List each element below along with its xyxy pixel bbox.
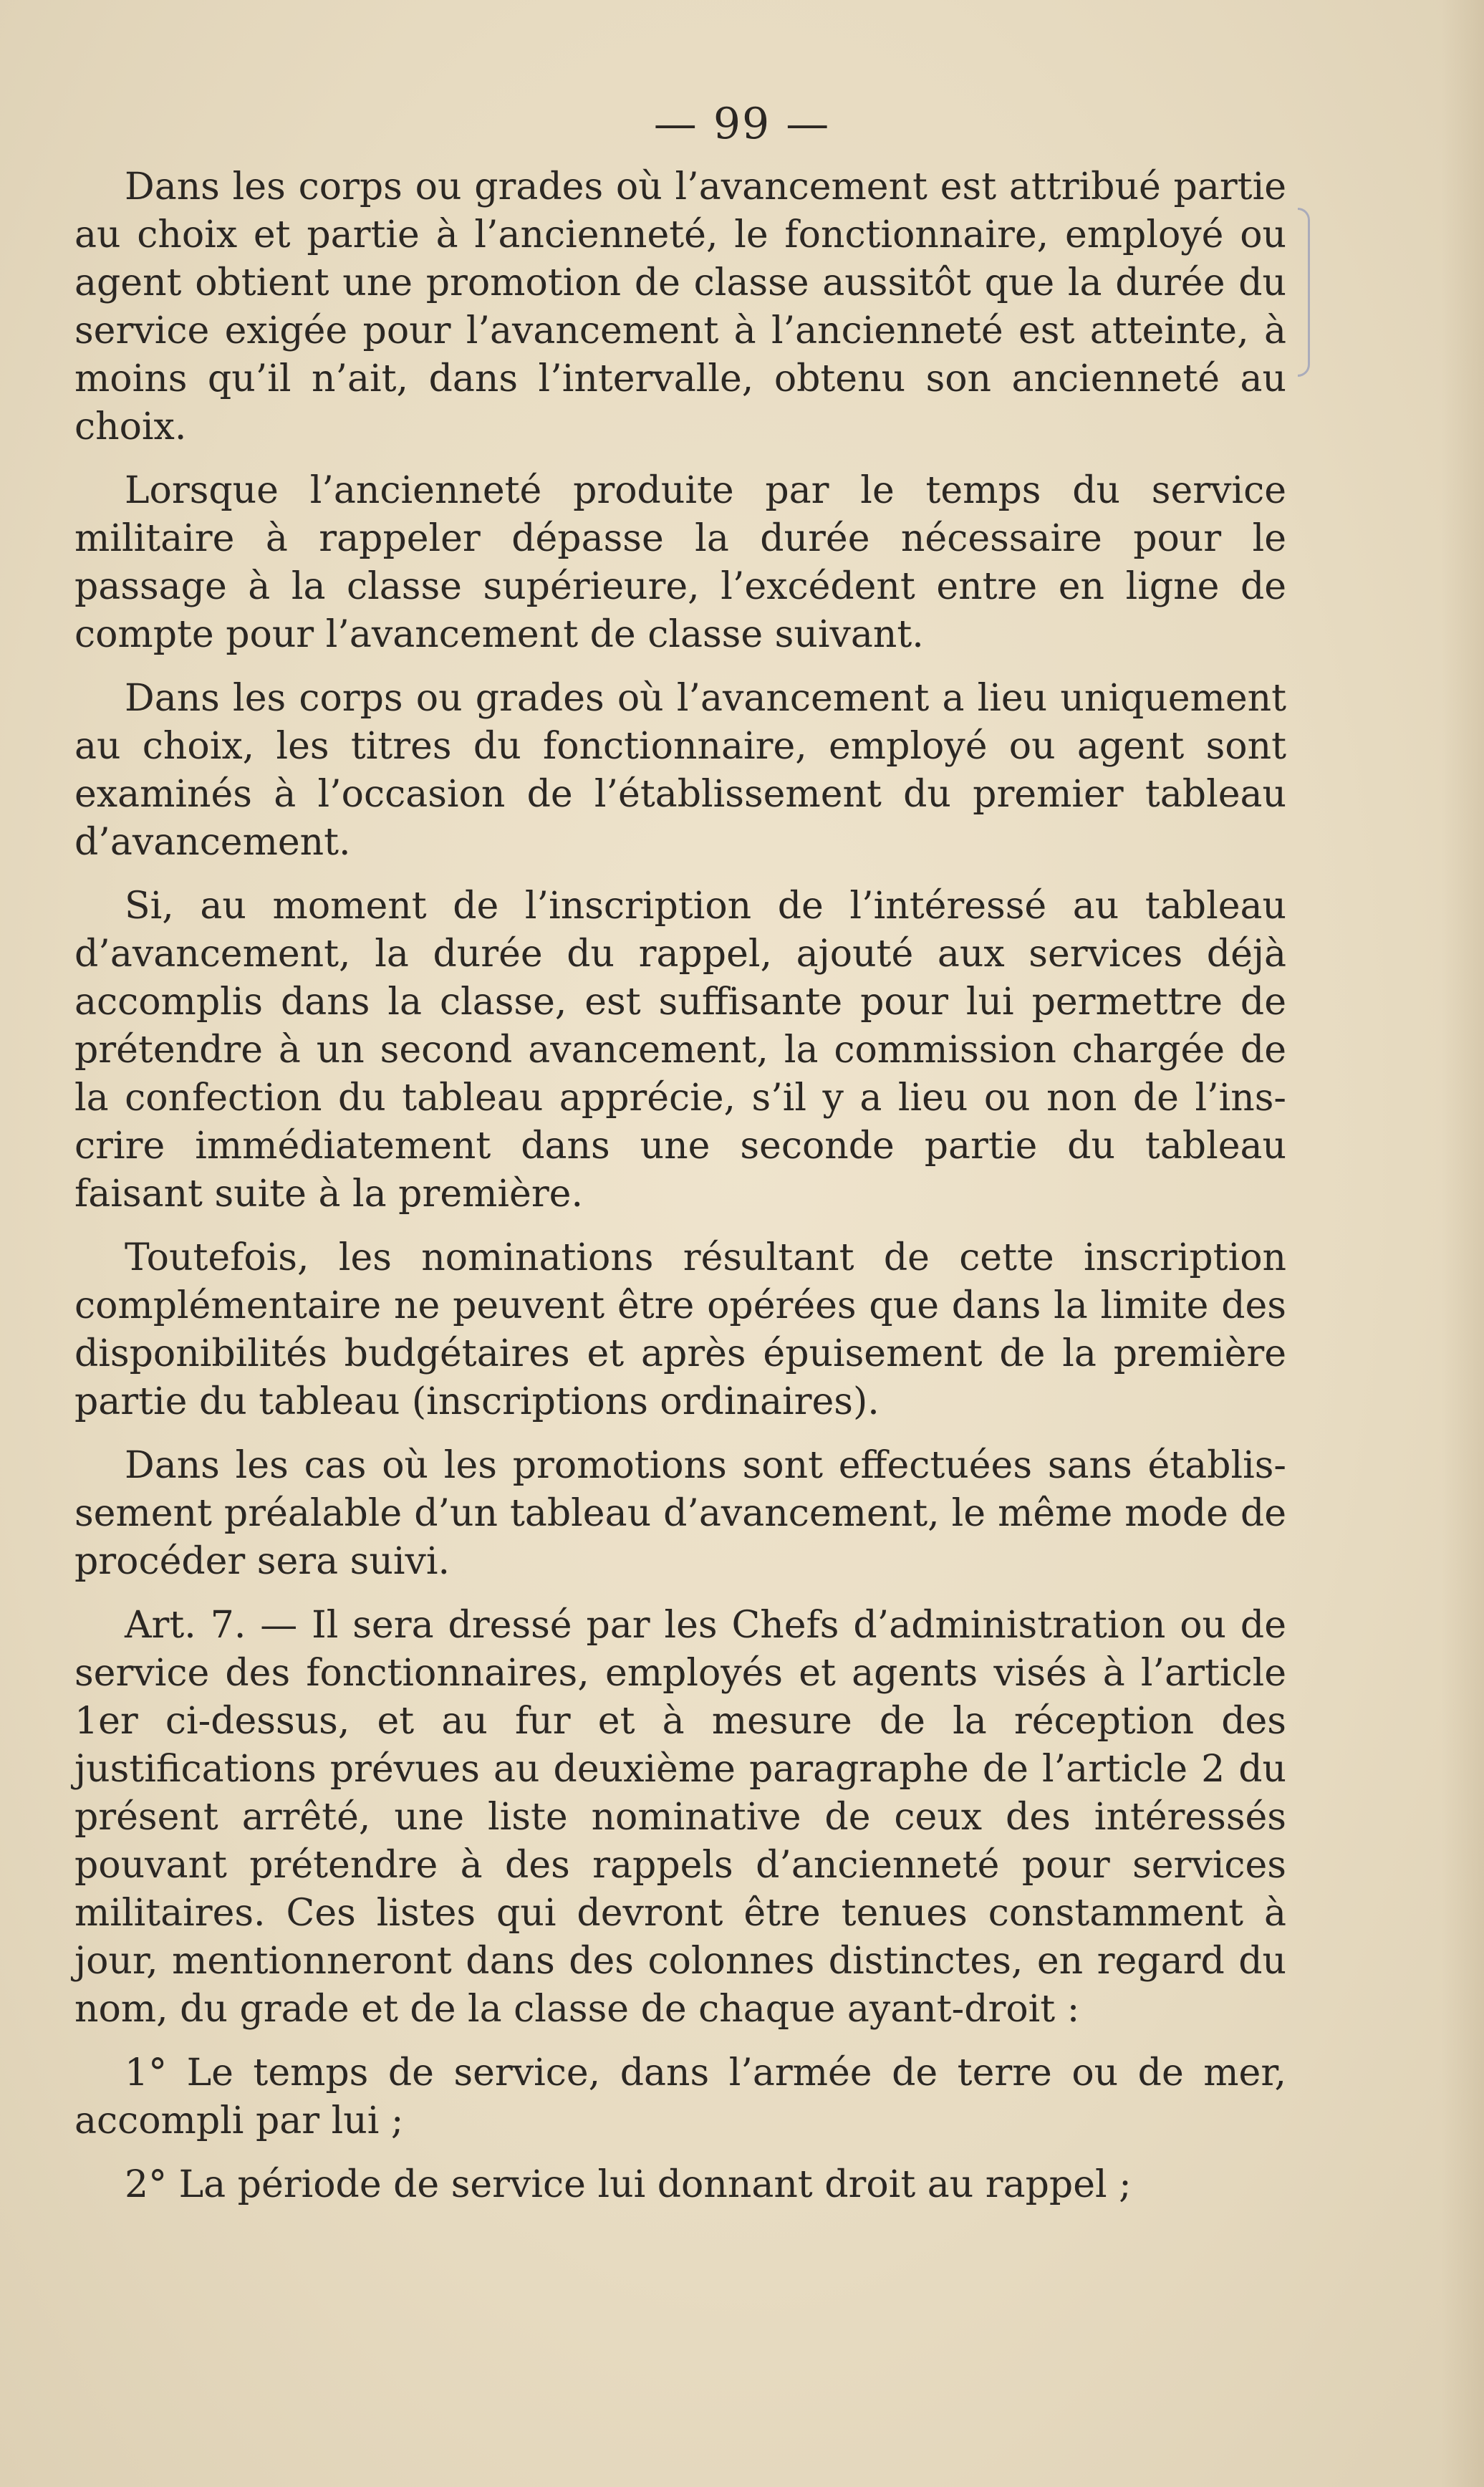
- paragraph: Toutefois, les nominations résultant de cette inscription complémentaire ne peuvent être opérées que dans la limite des disponibilités budgétaires et après épuisement de la première partie du tableau (inscriptions ordinaires).: [74, 1236, 1286, 1423]
- paragraph-article-7: Art. 7. — Il sera dressé par les Chefs d’administration ou de service des fonctionnaires, employés et agents visés à l’article 1er ci-dessus, et au fur et à mesure de la réception des justifications prévues au deuxième paragraphe de l’article 2 du présent arrêté, une liste nominative de ceux des intéressés pouvant prétendre à des rappels d’ancienneté pour services militaires. Ces listes qui devront être tenues constamment à jour, mentionneront dans des colonnes distinctes, en regard du nom, du grade et de la classe de chaque ayant-droit :: [74, 1604, 1286, 2031]
- body-text: [74, 163, 1286, 2209]
- paragraph: Lorsque l’ancienneté produite par le temps du service militaire à rappeler dépasse la durée nécessaire pour le passage à la classe supérieure, l’excédent entre en ligne de compte pour l’avancement de classe suivant.: [74, 469, 1286, 656]
- list-item-1: 1° Le temps de service, dans l’armée de terre ou de mer, accompli par lui ;: [74, 2051, 1286, 2142]
- paragraph: Dans les cas où les promotions sont effectuées sans établissement préalable d’un tableau d’avancement, le même mode de procéder sera suivi.: [74, 1444, 1286, 1583]
- list-item-2: 2° La période de service lui donnant droit au rappel ;: [125, 2163, 1132, 2206]
- page-edge-shadow: [1441, 0, 1484, 2487]
- margin-pencil-mark: [1298, 208, 1310, 377]
- page-number: — 99 —: [653, 99, 831, 149]
- paragraph: Dans les corps ou grades où l’avancement est attribué partie au choix et partie à l’ancienneté, le fonctionnaire, employé ou agent obtient une promotion de classe aussitôt que la durée du service exigée pour l’avancement à l’ancienneté est atteinte, à moins qu’il n’ait, dans l’intervalle, obtenu son ancienneté au choix.: [74, 165, 1286, 448]
- paragraph: Dans les corps ou grades où l’avancement a lieu uniquement au choix, les titres du fonctionnaire, employé ou agent sont examinés à l’occasion de l’établissement du premier tableau d’avancement.: [74, 677, 1286, 864]
- paragraph: Si, au moment de l’inscription de l’intéressé au tableau d’avancement, la durée du rappel, ajouté aux services déjà accomplis dans la classe, est suffisante pour lui permettre de prétendre à un second avancement, la commission chargée de la confection du tableau apprécie, s’il y a lieu ou non de l’inscrire immédiatement dans une seconde partie du tableau faisant suite à la première.: [74, 885, 1286, 1216]
